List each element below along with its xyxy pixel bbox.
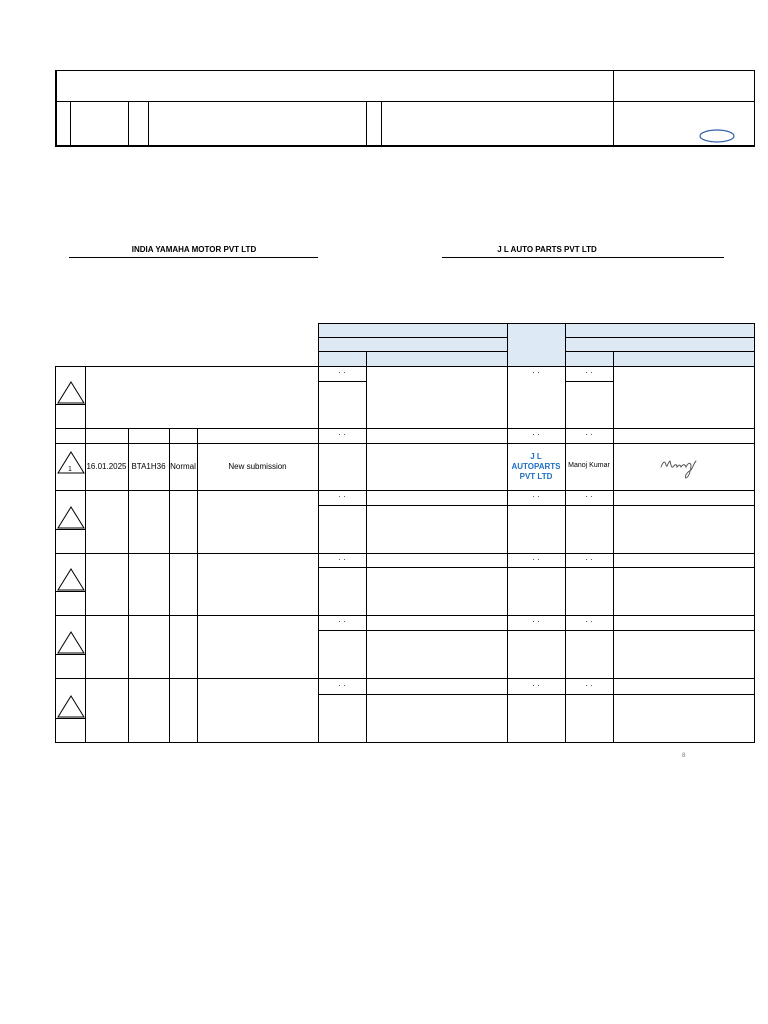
supplier-name: J L AUTO PARTS PVT LTD bbox=[497, 245, 597, 254]
stamp-line: J L bbox=[530, 452, 542, 461]
signature-icon bbox=[658, 455, 702, 481]
revision-triangle-icon bbox=[56, 505, 86, 529]
row-line bbox=[55, 404, 85, 405]
header-line bbox=[565, 337, 755, 338]
title-block-cell-divider bbox=[70, 101, 71, 146]
row-line bbox=[55, 529, 85, 530]
placeholder-mark: · · bbox=[338, 617, 346, 626]
row-line bbox=[55, 443, 755, 444]
placeholder-mark: · · bbox=[338, 681, 346, 690]
title-block-cell-divider bbox=[366, 101, 367, 146]
revision-description: New submission bbox=[228, 462, 287, 471]
row-line bbox=[55, 366, 755, 367]
header-line bbox=[318, 323, 755, 324]
header-line bbox=[318, 337, 507, 338]
row-line bbox=[55, 678, 755, 679]
row-line bbox=[55, 718, 85, 719]
header-line bbox=[565, 323, 566, 366]
revision-triangle-icon bbox=[56, 380, 86, 404]
title-block-right-border bbox=[754, 70, 755, 147]
title-block-cell-divider bbox=[128, 101, 129, 146]
row-line bbox=[55, 615, 755, 616]
placeholder-mark: · · bbox=[532, 368, 540, 377]
revision-type: Normal bbox=[170, 462, 196, 471]
footer-mark: 8 bbox=[682, 753, 686, 759]
row-line bbox=[318, 630, 755, 631]
row-line bbox=[318, 567, 755, 568]
placeholder-mark: · · bbox=[585, 681, 593, 690]
row-line bbox=[55, 742, 755, 743]
title-block-left-border bbox=[55, 70, 57, 147]
placeholder-mark: · · bbox=[532, 492, 540, 501]
customer-name: INDIA YAMAHA MOTOR PVT LTD bbox=[131, 245, 257, 254]
header-line bbox=[318, 323, 319, 366]
title-block-cell-divider bbox=[148, 101, 149, 146]
placeholder-mark: · · bbox=[532, 681, 540, 690]
header-line bbox=[613, 351, 614, 366]
placeholder-mark: · · bbox=[338, 430, 346, 439]
header-line bbox=[754, 323, 755, 366]
header-line bbox=[507, 323, 508, 366]
col-line bbox=[169, 428, 170, 743]
revision-date: 16.01.2025 bbox=[86, 462, 127, 471]
header-line bbox=[366, 351, 367, 366]
placeholder-mark: · · bbox=[532, 555, 540, 564]
row-line bbox=[318, 381, 366, 382]
col-line bbox=[754, 366, 755, 743]
oval-mark-icon bbox=[698, 128, 736, 144]
placeholder-mark: · · bbox=[338, 492, 346, 501]
placeholder-mark: · · bbox=[585, 430, 593, 439]
row-line bbox=[55, 591, 85, 592]
row-line bbox=[318, 505, 755, 506]
col-line bbox=[366, 366, 367, 743]
placeholder-mark: · · bbox=[338, 368, 346, 377]
col-line bbox=[565, 366, 566, 743]
row-line bbox=[318, 694, 755, 695]
placeholder-mark: · · bbox=[585, 368, 593, 377]
placeholder-mark: · · bbox=[585, 555, 593, 564]
row-line bbox=[55, 490, 755, 491]
title-block-bottom-border bbox=[55, 145, 755, 147]
revision-number: 1 bbox=[68, 466, 72, 473]
table-header-fill bbox=[318, 323, 755, 366]
revision-code: BTA1H36 bbox=[131, 462, 166, 471]
stamp-line: AUTOPARTS bbox=[511, 462, 561, 471]
title-block-top-border bbox=[55, 70, 755, 71]
title-block-middle-border bbox=[55, 101, 755, 102]
title-block-divider bbox=[613, 70, 614, 147]
revision-triangle-icon bbox=[56, 694, 86, 718]
col-line bbox=[85, 366, 86, 743]
supplier-underline bbox=[442, 257, 724, 258]
revision-triangle-icon bbox=[56, 630, 86, 654]
title-block-cell-divider bbox=[381, 101, 382, 146]
customer-underline bbox=[69, 257, 318, 258]
placeholder-mark: · · bbox=[585, 617, 593, 626]
col-line bbox=[55, 366, 56, 743]
row-line bbox=[55, 553, 755, 554]
col-line bbox=[507, 366, 508, 743]
placeholder-mark: · · bbox=[532, 430, 540, 439]
row-line bbox=[55, 654, 85, 655]
placeholder-mark: · · bbox=[585, 492, 593, 501]
company-stamp bbox=[507, 452, 565, 482]
approver-name: Manoj Kumar bbox=[568, 462, 610, 469]
col-line bbox=[613, 366, 614, 743]
stamp-line: PVT LTD bbox=[519, 472, 553, 481]
col-line bbox=[318, 366, 319, 743]
placeholder-mark: · · bbox=[532, 617, 540, 626]
row-line bbox=[565, 381, 613, 382]
placeholder-mark: · · bbox=[338, 555, 346, 564]
col-line bbox=[197, 428, 198, 743]
col-line bbox=[128, 428, 129, 743]
header-line bbox=[565, 351, 755, 352]
header-line bbox=[318, 351, 507, 352]
revision-triangle-icon bbox=[56, 567, 86, 591]
row-line bbox=[55, 428, 755, 429]
